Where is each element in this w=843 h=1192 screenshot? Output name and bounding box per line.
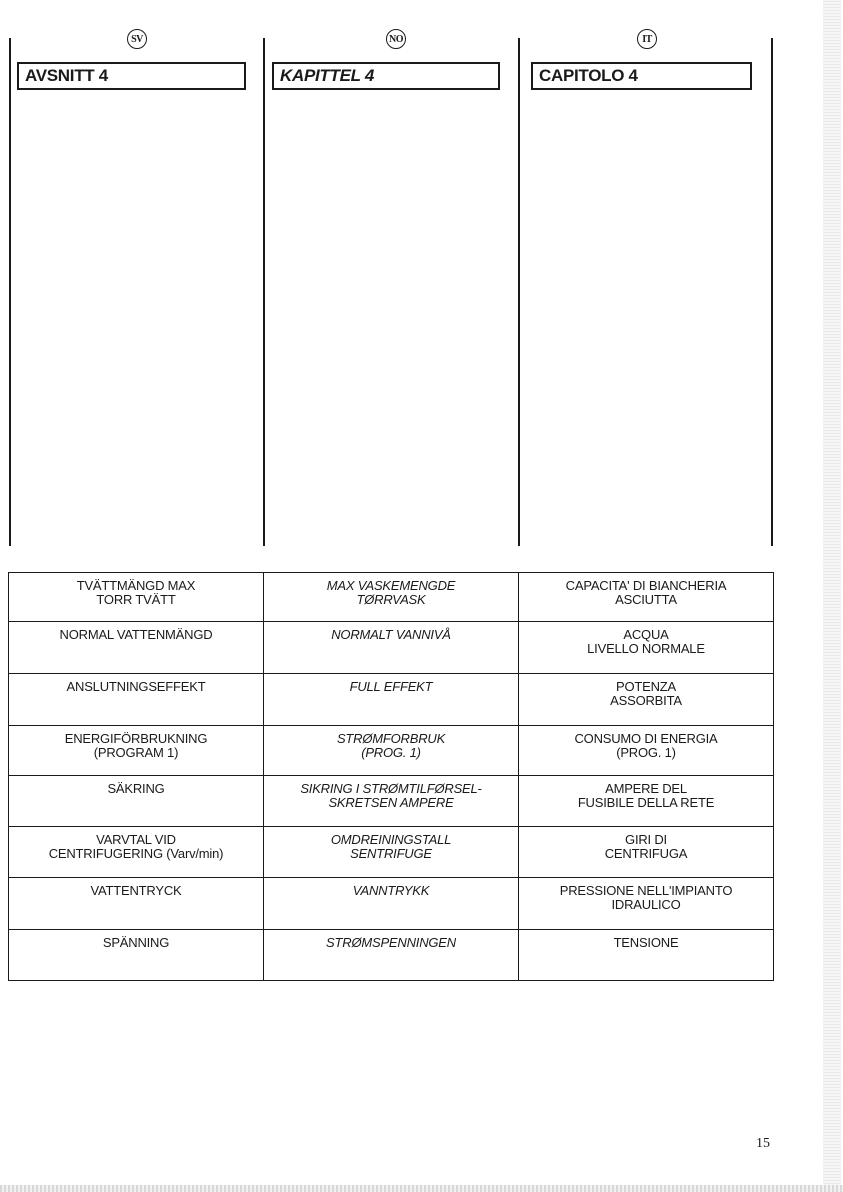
cell-text-line: VANNTRYKK [352,882,430,898]
column-divider-2 [518,38,520,546]
cell-text-line: ENERGIFÖRBRUKNING [64,731,208,747]
table-row [9,622,774,674]
cell-text-line: IDRAULICO [611,896,681,912]
cell-text-line: CENTRIFUGA [604,845,688,861]
cell-text-line: CAPACITA' DI BIANCHERIA [565,578,727,593]
table-row [9,877,774,929]
table-cell-no [264,622,519,674]
page-number: 15 [756,1136,770,1151]
table-cell-it [519,726,774,776]
cell-text-line: TØRRVASK [356,592,426,607]
table-cell-sv [9,622,264,674]
cell-text-line: STRØMFORBRUK [336,731,446,747]
table-row [9,674,774,726]
table-cell-no [264,674,519,726]
scan-edge-right [823,0,841,1192]
cell-text-line: NORMAL VATTENMÄNGD [59,627,213,643]
table-cell-it [519,573,774,622]
table-cell-it [519,929,774,980]
table-row [9,726,774,776]
chapter-heading-no: KAPITTEL 4 [272,62,500,90]
cell-text-line: FUSIBILE DELLA RETE [577,795,715,811]
table-cell-no [264,826,519,877]
cell-text-line: (PROGRAM 1) [93,745,179,761]
cell-text-line: (PROG. 1) [361,745,421,761]
table-cell-sv [9,826,264,877]
lang-badge-it: IT [637,29,657,49]
table-row [9,929,774,980]
table-cell-no [264,573,519,622]
cell-text-line: LIVELLO NORMALE [587,641,705,657]
cell-text-line: SÄKRING [107,781,165,797]
lang-badge-sv: SV [127,29,147,49]
table-cell-sv [9,929,264,980]
table-cell-it [519,776,774,826]
table-cell-sv [9,776,264,826]
specifications-table-body [9,573,774,981]
cell-text-line: PRESSIONE NELL'IMPIANTO [559,882,733,898]
cell-text-line: SKRETSEN AMPERE [328,795,454,811]
cell-text-line: GIRI DI [625,831,667,847]
cell-text-line: (PROG. 1) [616,745,676,761]
cell-text-line: VARVTAL VID [96,831,176,847]
cell-text-line: MAX VASKEMENGDE [326,578,456,593]
cell-text-line: SPÄNNING [102,934,170,950]
column-divider-1 [263,38,265,546]
table-cell-no [264,726,519,776]
cell-text-line: AMPERE DEL [605,781,687,797]
table-cell-sv [9,573,264,622]
chapter-heading-it: CAPITOLO 4 [531,62,752,90]
cell-text-line: STRØMSPENNINGEN [326,934,456,950]
scan-edge-bottom [0,1185,843,1192]
cell-text-line: ACQUA [623,627,669,643]
cell-text-line: SENTRIFUGE [350,845,432,861]
cell-text-line: ANSLUTNINGSEFFEKT [66,679,206,695]
table-cell-no [264,877,519,929]
cell-text-line: CENTRIFUGERING (Varv/min) [48,845,224,861]
table-cell-no [264,929,519,980]
table-cell-no [264,776,519,826]
cell-text-line: ASSORBITA [610,693,682,709]
table-cell-it [519,674,774,726]
table-cell-sv [9,877,264,929]
table-cell-it [519,622,774,674]
table-cell-sv [9,674,264,726]
cell-text-line: CONSUMO DI ENERGIA [574,731,718,747]
cell-text-line: ASCIUTTA [615,592,677,607]
specifications-table [8,572,774,981]
lang-badge-no: NO [386,29,406,49]
table-cell-it [519,877,774,929]
cell-text-line: TVÄTTMÄNGD MAX [76,578,196,593]
cell-text-line: TORR TVÄTT [96,592,176,607]
cell-text-line: FULL EFFEKT [349,679,433,695]
table-cell-sv [9,726,264,776]
cell-text-line: TENSIONE [613,934,679,950]
cell-text-line: NORMALT VANNIVÅ [331,627,451,643]
chapter-heading-sv: AVSNITT 4 [17,62,246,90]
table-row [9,826,774,877]
column-divider-left [9,38,11,546]
cell-text-line: SIKRING I STRØMTILFØRSEL- [300,781,482,797]
cell-text-line: VATTENTRYCK [90,882,182,898]
cell-text-line: OMDREININGSTALL [330,831,452,847]
table-row [9,573,774,622]
table-cell-it [519,826,774,877]
cell-text-line: POTENZA [616,679,676,695]
column-divider-right [771,38,773,546]
table-row [9,776,774,826]
